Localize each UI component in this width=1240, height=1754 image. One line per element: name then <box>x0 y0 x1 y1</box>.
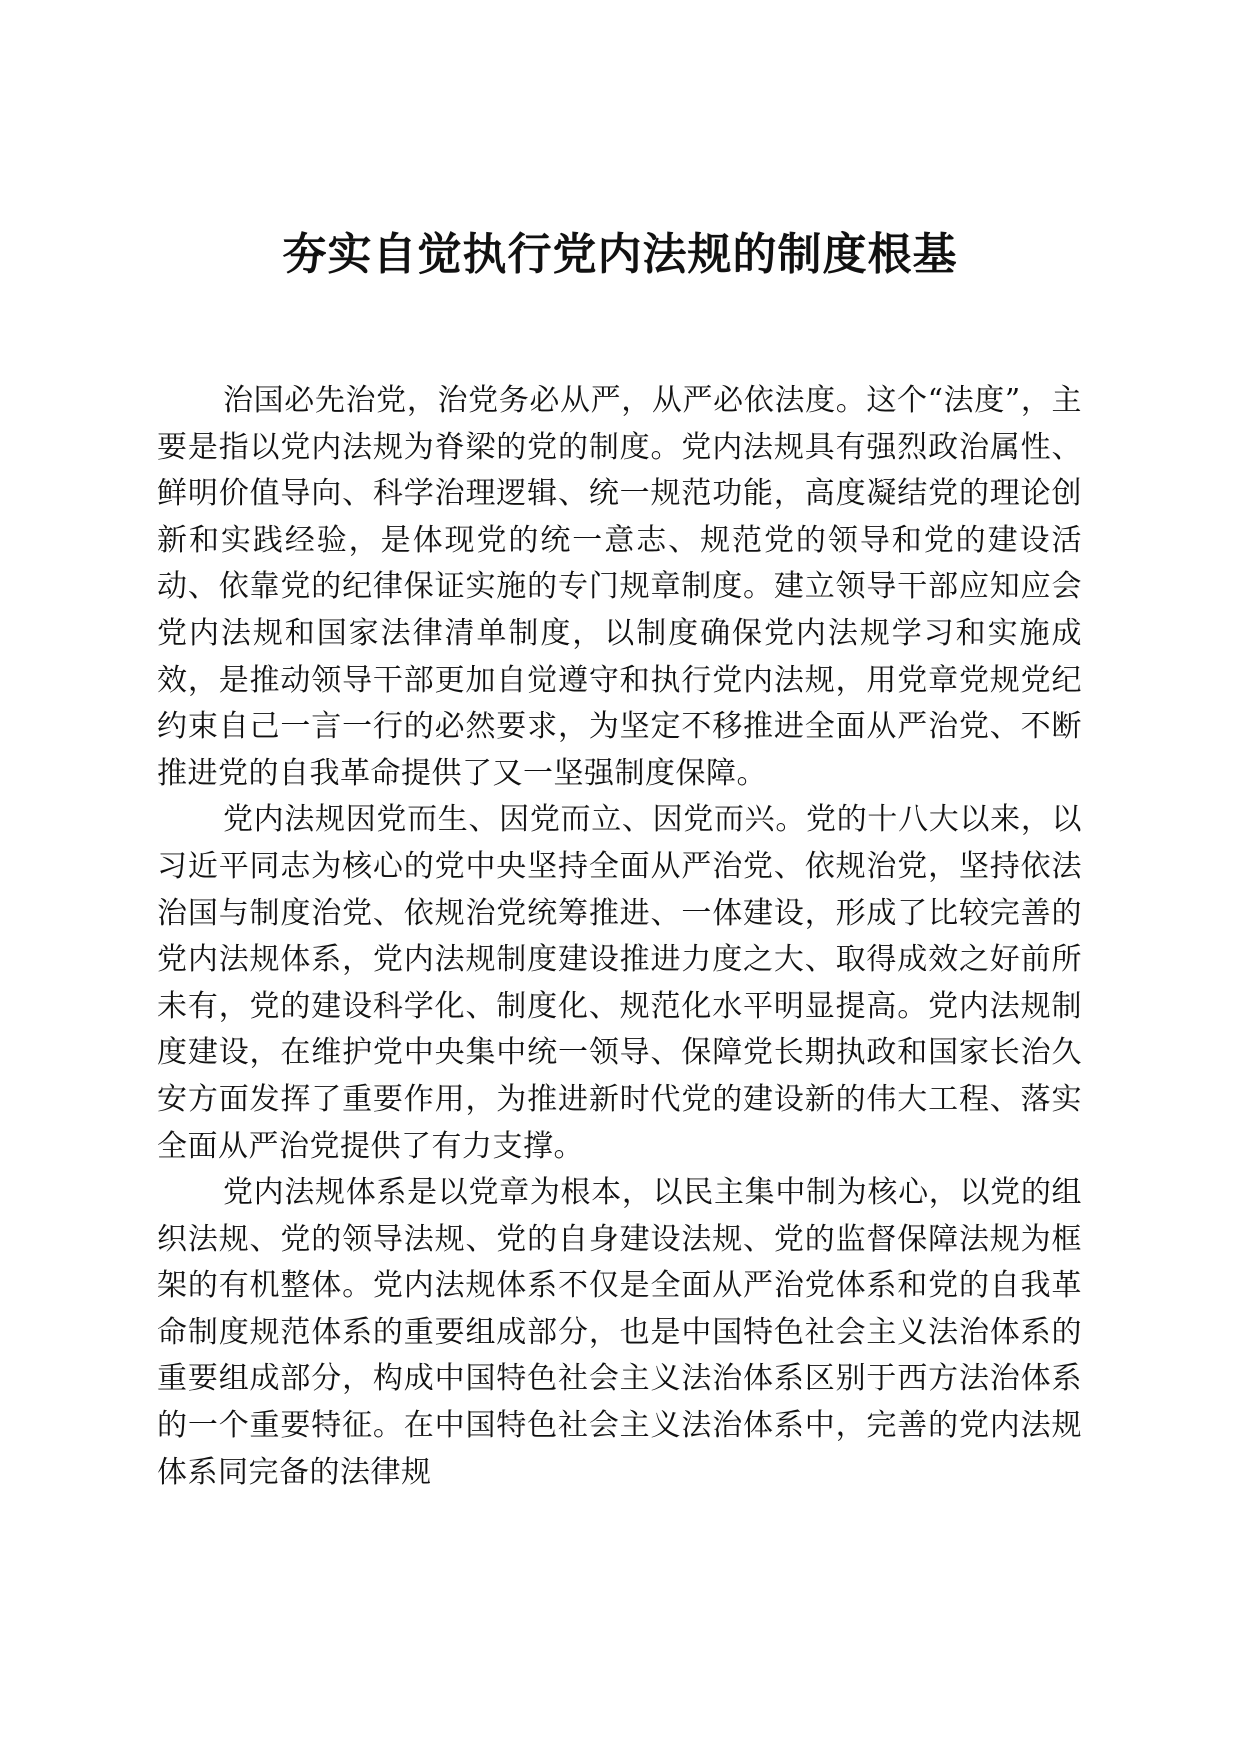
document-title: 夯实自觉执行党内法规的制度根基 <box>282 229 958 280</box>
document-body <box>157 378 1082 1496</box>
paragraph: 党内法规因党而生、因党而立、因党而兴。党的十八大以来，以习近平同志为核心的党中央坚持全面从严治党、依规治党，坚持依法治国与制度治党、依规治党统筹推进、一体建设，形成了比较完善的党内法规体系，党内法规制度建设推进力度之大、取得成效之好前所未有，党的建设科学化、制度化、规范化水平明显提高。党内法规制度建设，在维护党中央集中统一领导、保障党长期执政和国家长治久安方面发挥了重要作用，为推进新时代党的建设新的伟大工程、落实全面从严治党提供了有力支撑。 <box>157 802 1082 1164</box>
paragraph: 治国必先治党，治党务必从严，从严必依法度。这个“法度”，主要是指以党内法规为脊梁的党的制度。党内法规具有强烈政治属性、鲜明价值导向、科学治理逻辑、统一规范功能，高度凝结党的理论创新和实践经验，是体现党的统一意志、规范党的领导和党的建设活动、依靠党的纪律保证实施的专门规章制度。建立领导干部应知应会党内法规和国家法律清单制度，以制度确保党内法规学习和实施成效，是推动领导干部更加自觉遵守和执行党内法规，用党章党规党纪约束自己一言一行的必然要求，为坚定不移推进全面从严治党、不断推进党的自我革命提供了又一坚强制度保障。 <box>157 383 1082 791</box>
paragraph: 党内法规体系是以党章为根本，以民主集中制为核心，以党的组织法规、党的领导法规、党的自身建设法规、党的监督保障法规为框架的有机整体。党内法规体系不仅是全面从严治党体系和党的自我革命制度规范体系的重要组成部分，也是中国特色社会主义法治体系的重要组成部分，构成中国特色社会主义法治体系区别于西方法治体系的一个重要特征。在中国特色社会主义法治体系中，完善的党内法规体系同完备的法律规 <box>157 1175 1082 1490</box>
